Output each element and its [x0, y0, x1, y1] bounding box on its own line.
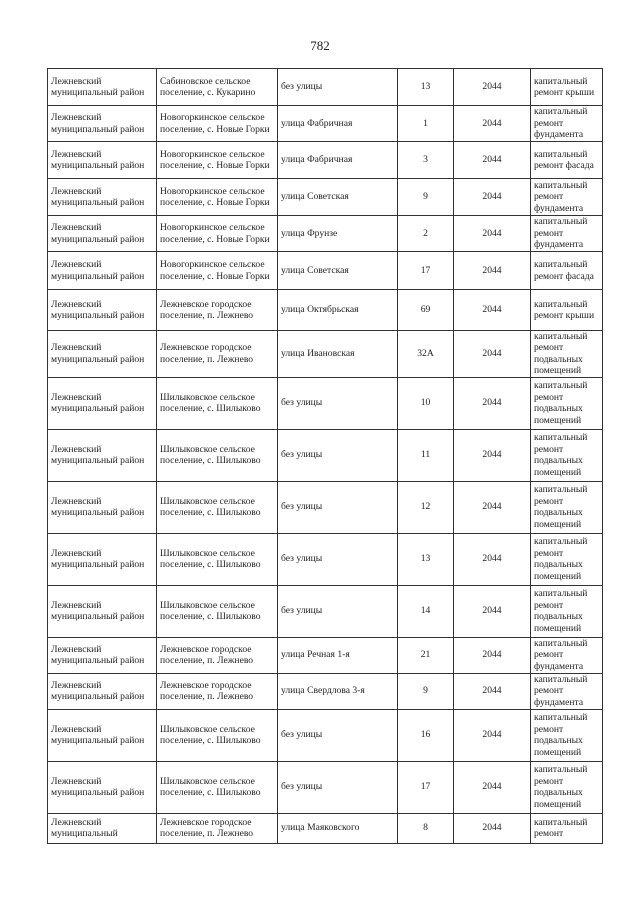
table-row — [48, 429, 603, 481]
table-row — [48, 637, 603, 673]
street-cell: улица Фрунзе — [278, 216, 398, 252]
table-row — [48, 142, 603, 179]
settlement-cell: Шилыковское сельское поселение, с. Шилыково — [157, 761, 278, 813]
settlement-cell: Шилыковское сельское поселение, с. Шилыково — [157, 377, 278, 429]
house-number-cell: 1 — [398, 106, 454, 142]
table-row — [48, 813, 603, 843]
year-cell: 2044 — [454, 216, 531, 252]
year-cell: 2044 — [454, 637, 531, 673]
year-cell: 2044 — [454, 69, 531, 106]
street-cell: без улицы — [278, 69, 398, 106]
table-row — [48, 533, 603, 585]
settlement-cell: Лежневское городское поселение, п. Лежнево — [157, 331, 278, 378]
house-number-cell: 9 — [398, 179, 454, 216]
district-cell: Лежневский муниципальный район — [48, 216, 157, 252]
repair-schedule-table — [47, 68, 603, 844]
table-row — [48, 331, 603, 378]
house-number-cell: 16 — [398, 709, 454, 761]
settlement-cell: Шилыковское сельское поселение, с. Шилыково — [157, 533, 278, 585]
work-type-cell: капитальный ремонт фундамента — [531, 637, 603, 673]
table-row — [48, 106, 603, 142]
year-cell: 2044 — [454, 585, 531, 637]
street-cell: без улицы — [278, 709, 398, 761]
work-type-cell: капитальный ремонт подвальных помещений — [531, 585, 603, 637]
district-cell: Лежневский муниципальный район — [48, 252, 157, 290]
table-row — [48, 673, 603, 709]
house-number-cell: 10 — [398, 377, 454, 429]
year-cell: 2044 — [454, 106, 531, 142]
house-number-cell: 2 — [398, 216, 454, 252]
settlement-cell: Лежневское городское поселение, п. Лежнево — [157, 637, 278, 673]
house-number-cell: 13 — [398, 69, 454, 106]
year-cell: 2044 — [454, 142, 531, 179]
street-cell: без улицы — [278, 533, 398, 585]
table-row — [48, 290, 603, 331]
work-type-cell: капитальный ремонт подвальных помещений — [531, 761, 603, 813]
table-row — [48, 377, 603, 429]
year-cell: 2044 — [454, 481, 531, 533]
work-type-cell: капитальный ремонт подвальных помещений — [531, 429, 603, 481]
year-cell: 2044 — [454, 252, 531, 290]
house-number-cell: 8 — [398, 813, 454, 843]
district-cell: Лежневский муниципальный район — [48, 290, 157, 331]
year-cell: 2044 — [454, 533, 531, 585]
settlement-cell: Новогоркинское сельское поселение, с. Новые Горки — [157, 252, 278, 290]
district-cell: Лежневский муниципальный район — [48, 481, 157, 533]
settlement-cell: Лежневское городское поселение, п. Лежнево — [157, 813, 278, 843]
settlement-cell: Лежневское городское поселение, п. Лежнево — [157, 673, 278, 709]
year-cell: 2044 — [454, 429, 531, 481]
district-cell: Лежневский муниципальный район — [48, 673, 157, 709]
table-row — [48, 585, 603, 637]
house-number-cell: 12 — [398, 481, 454, 533]
street-cell: без улицы — [278, 377, 398, 429]
district-cell: Лежневский муниципальный район — [48, 533, 157, 585]
year-cell: 2044 — [454, 377, 531, 429]
settlement-cell: Новогоркинское сельское поселение, с. Новые Горки — [157, 142, 278, 179]
street-cell: без улицы — [278, 761, 398, 813]
street-cell: улица Речная 1-я — [278, 637, 398, 673]
table-row — [48, 179, 603, 216]
house-number-cell: 17 — [398, 761, 454, 813]
street-cell: улица Ивановская — [278, 331, 398, 378]
settlement-cell: Шилыковское сельское поселение, с. Шилыково — [157, 481, 278, 533]
work-type-cell: капитальный ремонт подвальных помещений — [531, 533, 603, 585]
work-type-cell: капитальный ремонт фундамента — [531, 106, 603, 142]
street-cell: без улицы — [278, 585, 398, 637]
district-cell: Лежневский муниципальный район — [48, 106, 157, 142]
settlement-cell: Шилыковское сельское поселение, с. Шилыково — [157, 585, 278, 637]
street-cell: улица Фабричная — [278, 142, 398, 179]
district-cell: Лежневский муниципальный район — [48, 69, 157, 106]
settlement-cell: Сабиновское сельское поселение, с. Кукарино — [157, 69, 278, 106]
table-row — [48, 481, 603, 533]
street-cell: улица Советская — [278, 179, 398, 216]
district-cell: Лежневский муниципальный район — [48, 709, 157, 761]
street-cell: улица Фабричная — [278, 106, 398, 142]
house-number-cell: 21 — [398, 637, 454, 673]
work-type-cell: капитальный ремонт фундамента — [531, 673, 603, 709]
street-cell: без улицы — [278, 481, 398, 533]
work-type-cell: капитальный ремонт фундамента — [531, 216, 603, 252]
house-number-cell: 14 — [398, 585, 454, 637]
work-type-cell: капитальный ремонт подвальных помещений — [531, 709, 603, 761]
district-cell: Лежневский муниципальный район — [48, 637, 157, 673]
table-row — [48, 216, 603, 252]
year-cell: 2044 — [454, 761, 531, 813]
work-type-cell: капитальный ремонт подвальных помещений — [531, 481, 603, 533]
table-row — [48, 709, 603, 761]
house-number-cell: 13 — [398, 533, 454, 585]
year-cell: 2044 — [454, 709, 531, 761]
house-number-cell: 32А — [398, 331, 454, 378]
district-cell: Лежневский муниципальный район — [48, 377, 157, 429]
work-type-cell: капитальный ремонт — [531, 813, 603, 843]
work-type-cell: капитальный ремонт фасада — [531, 252, 603, 290]
work-type-cell: капитальный ремонт крыши — [531, 290, 603, 331]
work-type-cell: капитальный ремонт фундамента — [531, 179, 603, 216]
year-cell: 2044 — [454, 290, 531, 331]
year-cell: 2044 — [454, 179, 531, 216]
house-number-cell: 3 — [398, 142, 454, 179]
year-cell: 2044 — [454, 813, 531, 843]
year-cell: 2044 — [454, 331, 531, 378]
street-cell: улица Советская — [278, 252, 398, 290]
street-cell: улица Октябрьская — [278, 290, 398, 331]
work-type-cell: капитальный ремонт подвальных помещений — [531, 331, 603, 378]
street-cell: без улицы — [278, 429, 398, 481]
settlement-cell: Новогоркинское сельское поселение, с. Новые Горки — [157, 106, 278, 142]
district-cell: Лежневский муниципальный район — [48, 142, 157, 179]
street-cell: улица Маяковского — [278, 813, 398, 843]
work-type-cell: капитальный ремонт фасада — [531, 142, 603, 179]
district-cell: Лежневский муниципальный район — [48, 429, 157, 481]
house-number-cell: 17 — [398, 252, 454, 290]
district-cell: Лежневский муниципальный район — [48, 179, 157, 216]
house-number-cell: 69 — [398, 290, 454, 331]
page-number: 782 — [310, 38, 330, 53]
house-number-cell: 11 — [398, 429, 454, 481]
district-cell: Лежневский муниципальный район — [48, 331, 157, 378]
table-row — [48, 69, 603, 106]
table-row — [48, 252, 603, 290]
settlement-cell: Новогоркинское сельское поселение, с. Новые Горки — [157, 216, 278, 252]
table-row — [48, 761, 603, 813]
work-type-cell: капитальный ремонт крыши — [531, 69, 603, 106]
settlement-cell: Новогоркинское сельское поселение, с. Новые Горки — [157, 179, 278, 216]
year-cell: 2044 — [454, 673, 531, 709]
house-number-cell: 9 — [398, 673, 454, 709]
street-cell: улица Свердлова 3-я — [278, 673, 398, 709]
settlement-cell: Лежневское городское поселение, п. Лежнево — [157, 290, 278, 331]
district-cell: Лежневский муниципальный район — [48, 585, 157, 637]
settlement-cell: Шилыковское сельское поселение, с. Шилыково — [157, 709, 278, 761]
settlement-cell: Шилыковское сельское поселение, с. Шилыково — [157, 429, 278, 481]
district-cell: Лежневский муниципальный — [48, 813, 157, 843]
district-cell: Лежневский муниципальный район — [48, 761, 157, 813]
work-type-cell: капитальный ремонт подвальных помещений — [531, 377, 603, 429]
